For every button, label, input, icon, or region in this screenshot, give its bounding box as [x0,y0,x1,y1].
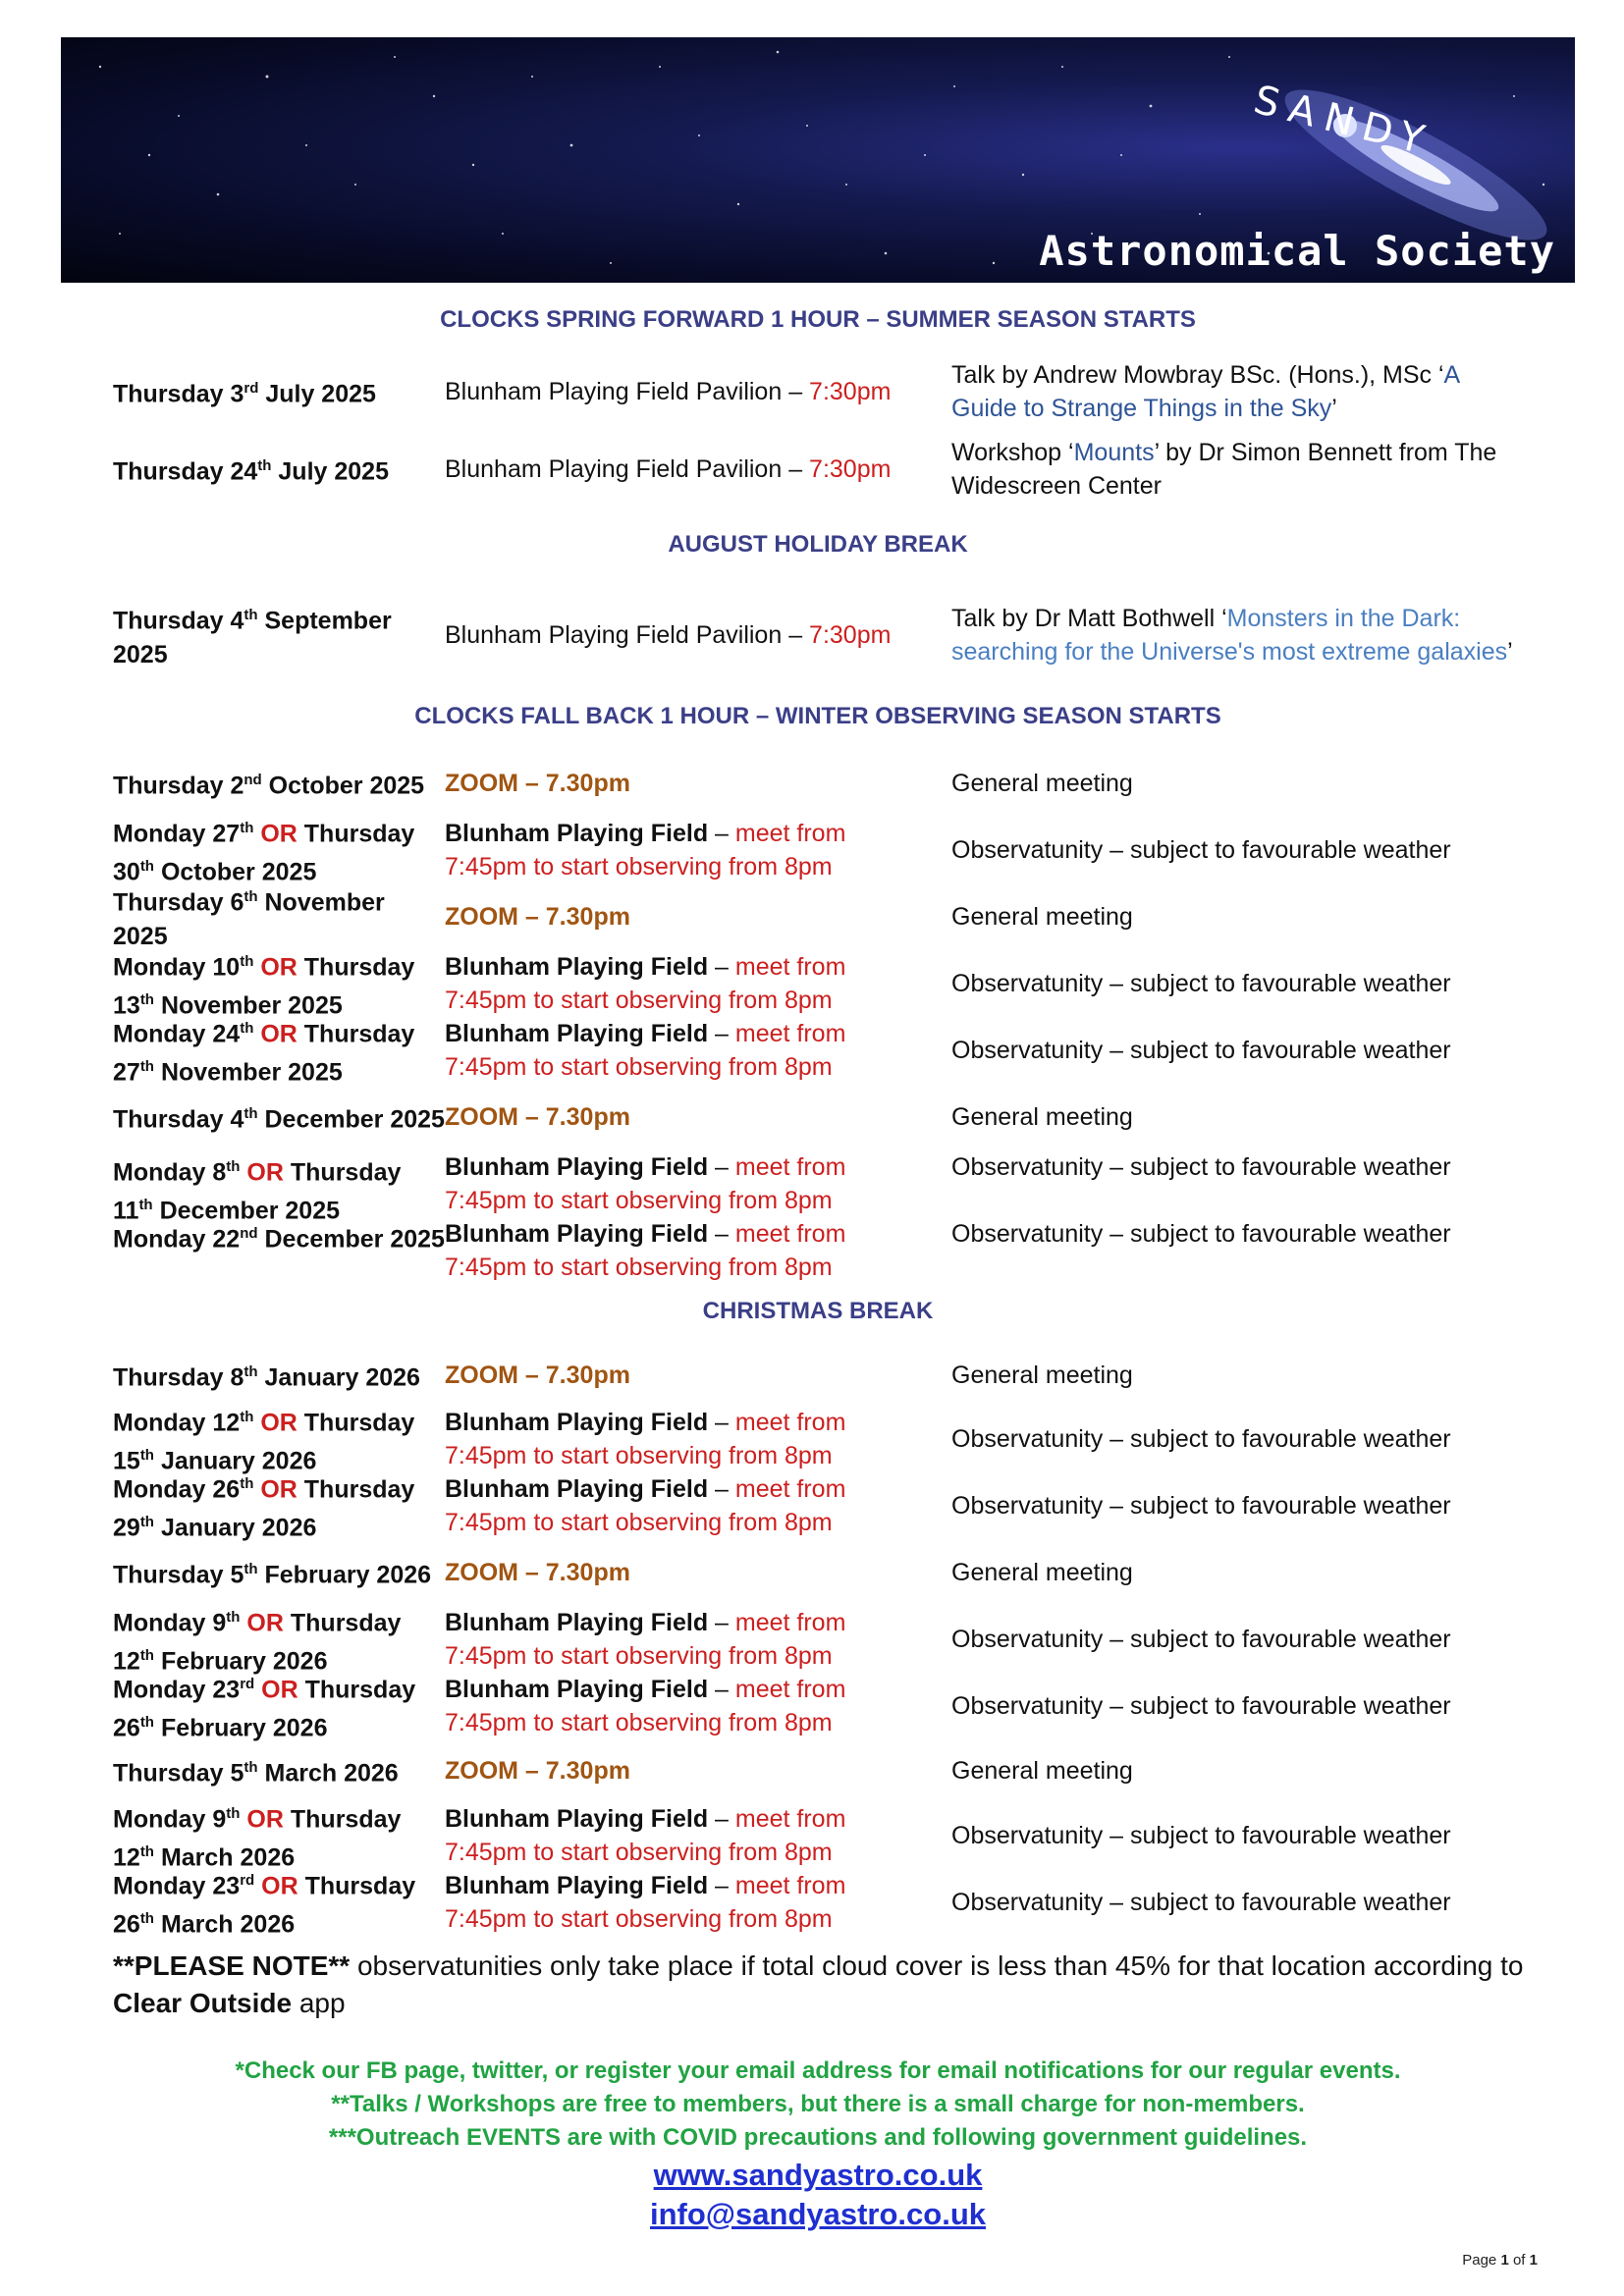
event-venue: ZOOM – 7.30pm [445,1103,630,1131]
event-venue: ZOOM – 7.30pm [445,770,630,797]
event-row [113,1084,1527,1150]
event-date: Thursday 5th March 2026 [113,1759,399,1788]
event-venue: Blunham Playing Field – meet from 7:45pm to start observing from 8pm [445,953,846,1014]
event-venue: Blunham Playing Field – meet from 7:45pm to start observing from 8pm [445,1409,846,1469]
event-venue: Blunham Playing Field – meet from 7:45pm to start observing from 8pm [445,1020,846,1081]
event-date: Monday 10th OR Thursday 13th November 2025 [113,952,415,1020]
footer-notice-charges: **Talks / Workshops are free to members, but there is a small charge for non-members. [331,2091,1305,2117]
event-date: Monday 9th OR Thursday 12th February 2026 [113,1608,402,1676]
society-name: Astronomical Society [1039,227,1555,275]
event-description: General meeting [951,770,1133,797]
event-date: Monday 22nd December 2025 [113,1225,445,1254]
event-venue: Blunham Playing Field Pavilion – 7:30pm [445,378,892,405]
event-venue: Blunham Playing Field – meet from 7:45pm to start observing from 8pm [445,820,846,881]
event-venue: Blunham Playing Field Pavilion – 7:30pm [445,455,892,483]
event-description: Observatunity – subject to favourable weather [951,1692,1451,1720]
event-description: Observatunity – subject to favourable weather [951,1037,1451,1064]
event-venue: Blunham Playing Field – meet from 7:45pm to start observing from 8pm [445,1220,846,1281]
event-description: Talk by Dr Matt Bothwell ‘Monsters in the Dark: searching for the Universe's most extreme galaxies’ [951,605,1513,666]
page-number: Page 1 of 1 [1462,2252,1538,2269]
event-date: Monday 27th OR Thursday 30th October 2025 [113,819,415,886]
event-row [113,1351,1527,1400]
section-heading-summer: CLOCKS SPRING FORWARD 1 HOUR – SUMMER SEASON STARTS [440,306,1196,333]
event-venue: Blunham Playing Field – meet from 7:45pm to start observing from 8pm [445,1153,846,1214]
event-date: Thursday 24th July 2025 [113,457,389,486]
event-description: Observatunity – subject to favourable weather [951,1889,1451,1916]
section-heading-august: AUGUST HOLIDAY BREAK [668,531,968,558]
event-date: Thursday 4th December 2025 [113,1105,445,1134]
email-link[interactable]: info@sandyastro.co.uk [649,2197,986,2231]
event-row [113,883,1527,950]
event-description: General meeting [951,1103,1133,1131]
event-row [113,1749,1527,1792]
event-row [113,1869,1527,1939]
event-description: General meeting [951,903,1133,931]
event-date: Thursday 6th November 2025 [113,888,385,950]
event-row [113,817,1527,886]
event-description: Observatunity – subject to favourable weather [951,1425,1451,1453]
event-date: Thursday 2nd October 2025 [113,772,425,800]
event-description: Observatunity – subject to favourable weather [951,970,1451,997]
cloud-cover-note: **PLEASE NOTE** observatunities only take place if total cloud cover is less than 45% for that location according to Clear Outside app [113,1950,1524,2018]
event-venue: Blunham Playing Field – meet from 7:45pm to start observing from 8pm [445,1872,846,1933]
section-heading-christmas: CHRISTMAS BREAK [702,1298,934,1324]
event-description: Observatunity – subject to favourable weather [951,1822,1451,1849]
event-venue: Blunham Playing Field – meet from 7:45pm to start observing from 8pm [445,1609,846,1670]
event-row [113,582,1527,688]
section-heading-winter: CLOCKS FALL BACK 1 HOUR – WINTER OBSERVING SEASON STARTS [414,703,1221,729]
event-date: Monday 12th OR Thursday 15th January 2026 [113,1408,415,1475]
event-row [113,1802,1527,1872]
event-description: Observatunity – subject to favourable weather [951,1220,1451,1248]
event-date: Thursday 4th September 2025 [113,607,392,668]
event-row [113,355,1527,428]
event-description: General meeting [951,1757,1133,1785]
event-description: Observatunity – subject to favourable weather [951,1492,1451,1520]
event-venue: Blunham Playing Field – meet from 7:45pm to start observing from 8pm [445,1475,846,1536]
event-venue: ZOOM – 7.30pm [445,903,630,931]
event-description: Talk by Andrew Mowbray BSc. (Hons.), MSc ‘A Guide to Strange Things in the Sky’ [951,361,1459,422]
event-venue: Blunham Playing Field Pavilion – 7:30pm [445,621,892,649]
brand-logo-text: SANDY [1248,77,1438,166]
event-date: Monday 23rd OR Thursday 26th February 2026 [113,1675,416,1742]
event-date: Monday 9th OR Thursday 12th March 2026 [113,1804,402,1872]
event-date: Monday 23rd OR Thursday 26th March 2026 [113,1871,416,1939]
event-date: Monday 24th OR Thursday 27th November 2025 [113,1019,415,1087]
footer-notice-covid: ***Outreach EVENTS are with COVID precautions and following government guidelines. [328,2124,1308,2151]
event-venue: ZOOM – 7.30pm [445,1362,630,1389]
event-date: Monday 26th OR Thursday 29th January 2026 [113,1474,415,1542]
event-row [113,1406,1527,1475]
event-row [113,434,1527,505]
event-row [113,750,1527,817]
event-venue: Blunham Playing Field – meet from 7:45pm to start observing from 8pm [445,1676,846,1736]
event-description: General meeting [951,1559,1133,1586]
event-venue: ZOOM – 7.30pm [445,1559,630,1586]
header-banner [61,37,1575,283]
event-date: Monday 8th OR Thursday 11th December 2025 [113,1158,402,1225]
event-venue: Blunham Playing Field – meet from 7:45pm to start observing from 8pm [445,1805,846,1866]
event-row [113,1472,1527,1542]
event-row [113,1539,1527,1606]
event-venue: ZOOM – 7.30pm [445,1757,630,1785]
website-link[interactable]: www.sandyastro.co.uk [653,2158,983,2192]
event-row [113,1150,1527,1225]
event-row [113,1017,1527,1087]
event-row [113,950,1527,1020]
event-row [113,1217,1527,1284]
event-date: Thursday 8th January 2026 [113,1363,420,1392]
event-date: Thursday 3rd July 2025 [113,380,376,408]
footer-notice-notifications: *Check our FB page, twitter, or register your email address for email notifications for our regular events. [235,2057,1401,2084]
event-description: Observatunity – subject to favourable weather [951,836,1451,864]
event-description: Workshop ‘Mounts’ by Dr Simon Bennett from The Widescreen Center [951,439,1497,500]
event-description: General meeting [951,1362,1133,1389]
event-row [113,1606,1527,1676]
event-description: Observatunity – subject to favourable weather [951,1153,1451,1181]
event-description: Observatunity – subject to favourable weather [951,1626,1451,1653]
event-row [113,1673,1527,1742]
event-date: Thursday 5th February 2026 [113,1561,432,1589]
